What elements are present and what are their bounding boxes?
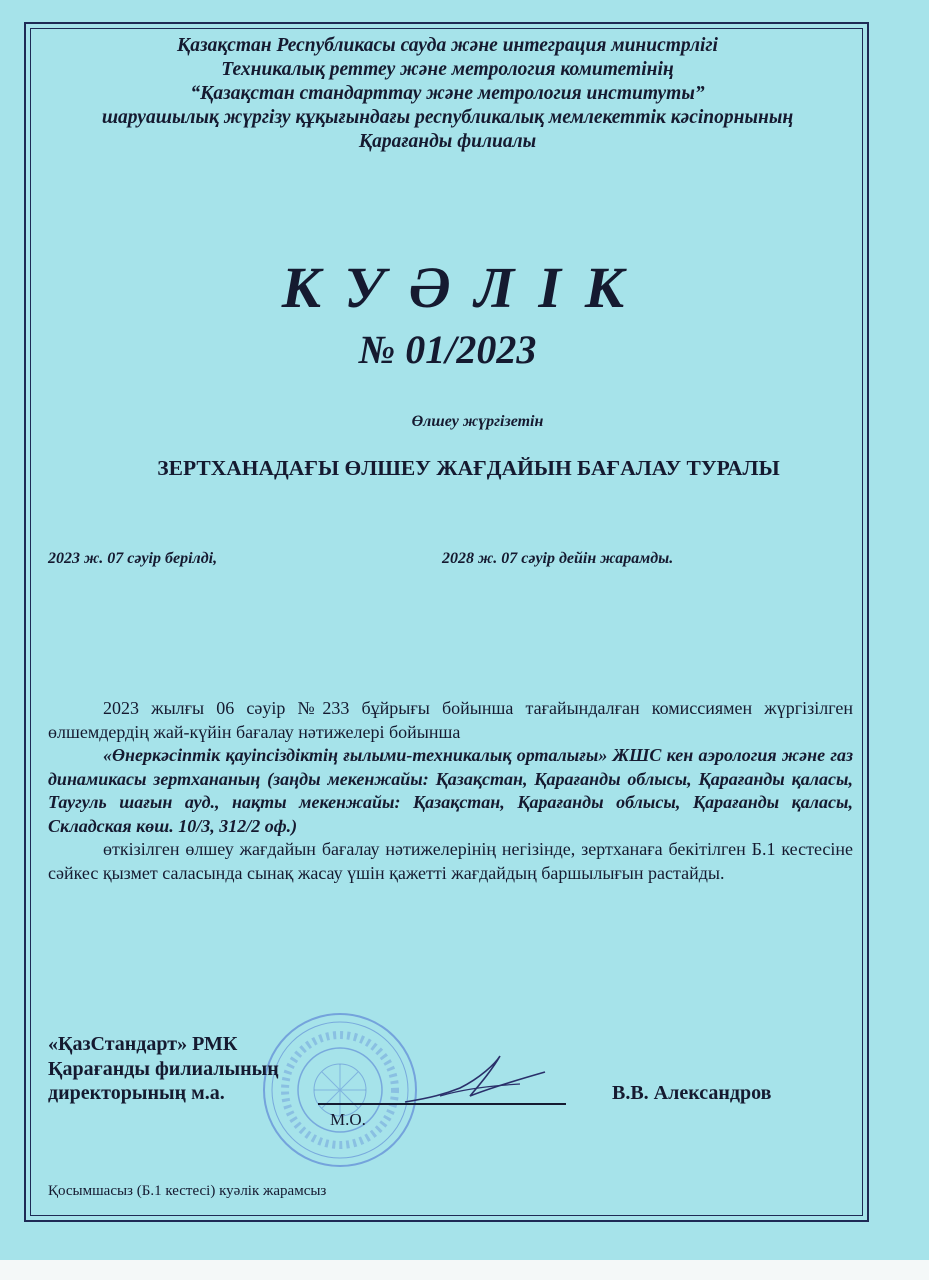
- signature-line: [318, 1103, 566, 1105]
- header-line-1: Қазақстан Республикасы сауда және интеграция министрлігі: [177, 35, 718, 56]
- issue-date: 2023 ж. 07 сәуір берілді,: [48, 550, 218, 567]
- header-line-2: Техникалық реттеу және метрология комитетінің: [221, 59, 674, 80]
- document-title: КУӘЛІК: [281, 255, 649, 320]
- body-paragraph-3: өткізілген өлшеу жағдайын бағалау нәтижелерінің негізінде, зертханаға бекітілген Б.1 кестесіне сәйкес қызмет саласында сынақ жасау үшін қажетті жағдайдың баршылығын растайды.: [48, 839, 853, 883]
- document-number: № 01/2023: [358, 327, 537, 372]
- document-heading: ЗЕРТХАНАДАҒЫ ӨЛШЕУ ЖАҒДАЙЫН БАҒАЛАУ ТУРАЛЫ: [157, 456, 780, 480]
- header-line-5: Қарағанды филиалы: [358, 131, 537, 152]
- round-seal-icon: [260, 1010, 420, 1170]
- handwritten-signature: [400, 1050, 550, 1110]
- signatory-org-line-2: Қарағанды филиалының: [48, 1057, 279, 1080]
- signatory-block: [48, 1032, 279, 1106]
- stamp-place-label: М.О.: [330, 1110, 366, 1129]
- signatory-org-line-1: «ҚазСтандарт» РМК: [48, 1033, 238, 1055]
- body-paragraph-1: 2023 жылғы 06 сәуір №233 бұйрығы бойынша тағайындалған комиссиямен жүргізілген өлшемдердің жай-күйін бағалау нәтижелері бойынша: [48, 698, 853, 742]
- signatory-org-line-3: директорының м.а.: [48, 1082, 225, 1104]
- header-line-4: шаруашылық жүргізу құқығындағы республикалық мемлекеттік кәсіпорнының: [101, 107, 794, 128]
- issuer-header: [40, 34, 855, 154]
- footer-note: Қосымшасыз (Б.1 кестесі) куәлік жарамсыз: [48, 1183, 327, 1199]
- valid-until-date: 2028 ж. 07 сәуір дейін жарамды.: [442, 550, 674, 567]
- signer-name: В.В. Александров: [612, 1082, 772, 1104]
- certificate-body: [48, 697, 853, 885]
- document-subtitle: Өлшеу жүргізетін: [411, 413, 544, 430]
- header-line-3: “Қазақстан стандарттау және метрология институты”: [190, 83, 705, 104]
- body-paragraph-2: «Өнеркәсіптік қауіпсіздіктің ғылыми-техникалық орталығы» ЖШС кен аэрология және газ динамикасы зертхананың (заңды мекенжайы: Қазақстан, Қарағанды облысы, Қарағанды қаласы, Таугуль шағын ауд., нақты мекенжайы: Қазақстан, Қарағанды облысы, Қарағанды қаласы, Складская көш. 10/3, 312/2 оф.): [48, 745, 853, 836]
